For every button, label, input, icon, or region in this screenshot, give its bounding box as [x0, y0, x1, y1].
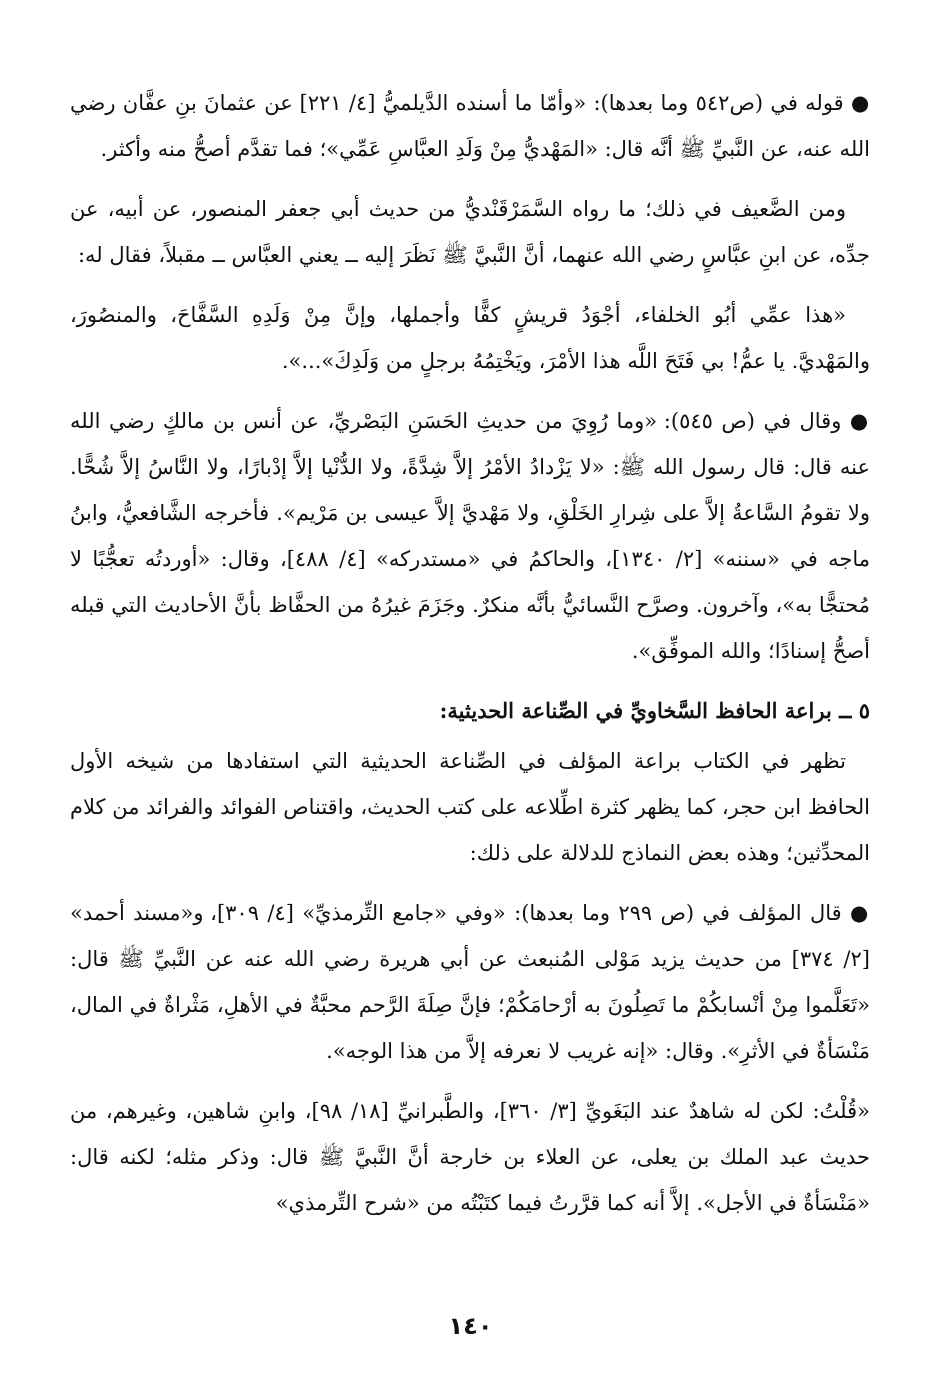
page-body	[70, 80, 870, 1240]
paragraph-tirmidhi-example: ● قال المؤلف في (ص ٢٩٩ وما بعدها): «وفي «جامع التِّرمذيِّ» [٤/ ٣٠٩]، و«مسند أحمد» [٢/ ٣٧٤] من حديث يزيد مَوْلى المُنبعث عن أبي هريرة رضي الله عنه عن النَّبيِّ ﷺ قال: «تَعَلَّموا مِنْ أنْسابكُمْ ما تَصِلُونَ به أرْحامَكُمْ؛ فإنَّ صِلَةَ الرَّحم محبَّةٌ في الأهلِ، مَثْراةٌ في المال، مَنْسَأةٌ في الأثرِ». وقال: «إنه غريب لا نعرفه إلاَّ من هذا الوجه».	[70, 901, 870, 1063]
page-number: ١٤٠	[448, 1312, 493, 1340]
paragraph-qultu-commentary: «قُلْتُ: لكن له شاهدٌ عند البَغَويِّ [٣/ ٣٦٠]، والطَّبرانيِّ [١٨/ ٩٨]، وابنِ شاهين، وغيرهم، من حديث عبد الملك بن يعلى، عن العلاء بن خارجة أنَّ النَّبيَّ ﷺ قال: وذكر مثله؛ لكنه قال: «مَنْسَأةٌ في الأجل». إلاَّ أنه كما قرَّرتُ فيما كتَبْتُه من «شرح التِّرمذي»	[70, 1099, 870, 1215]
paragraph-hasan-basri-narration: ● وقال في (ص ٥٤٥): «وما رُوِيَ من حديثِ الحَسَنِ البَصْريِّ، عن أنس بن مالكٍ رضي الله عنه قال: قال رسول الله ﷺ: «لا يَزْدادُ الأمْرُ إلاَّ شِدَّةً، ولا الدُّنْيا إلاَّ إدْبارًا، ولا النَّاسُ إلاَّ شُحًّا. ولا تقومُ السَّاعةُ إلاَّ على شِرارِ الخَلْقِ، ولا مَهْديَّ إلاَّ عيسى بن مَرْيم». فأخرجه الشَّافعيُّ، وابنُ ماجه في «سننه» [٢/ ١٣٤٠]، والحاكمُ في «مستدركه» [٤/ ٤٨٨]، وقال: «أوردتُه تعجُّبًا لا مُحتجًّا به»، وآخرون. وصرَّح النَّسائيُّ بأنَّه منكرٌ. وجَزَمَ غيرُهُ من الحفَّاظ بأنَّ الأحاديث التي قبله أصحُّ إسنادًا؛ والله الموفِّق».	[70, 409, 871, 663]
paragraph-quote-abbas: «هذا عمِّي أبُو الخلفاء، أجْوَدُ قريشٍ كفًّا وأجملها، وإنَّ مِنْ وَلَدِهِ السَّفَّاحَ، والمنصُورَ، والمَهْديَّ. يا عمُّ! بي فَتَحَ اللَّه هذا الأمْرَ، ويَخْتِمُهُ برجلٍ من وَلَدِكَ»...».	[70, 303, 870, 373]
paragraph-weak-narration: ومن الضَّعيف في ذلك؛ ما رواه السَّمَرْقَنْديُّ من حديث أبي جعفر المنصور، عن أبيه، عن جدِّه، عن ابنِ عبَّاسٍ رضي الله عنهما، أنَّ النَّبيَّ ﷺ نَظَرَ إليه ــ يعني العبَّاس ــ مقبلاً، فقال له:	[70, 197, 870, 267]
paragraph-dailami-narration: ● قوله في (ص٥٤٢ وما بعدها): «وأمّا ما أسنده الدَّيلميُّ [٤/ ٢٢١] عن عثمانَ بنِ عفَّان رضي الله عنه، عن النَّبيِّ ﷺ أنَّه قال: «المَهْديُّ مِنْ وَلَدِ العبَّاسِ عَمِّي»؛ فما تقدَّم أصحُّ منه وأكثر.	[70, 91, 870, 161]
section-heading: ٥ ــ براعة الحافظ السَّخاويِّ في الصِّناعة الحديثية:	[439, 698, 870, 723]
paragraph-author-skill: تظهر في الكتاب براعة المؤلف في الصِّناعة الحديثية التي استفادها من شيخه الأول الحافظ ابن حجر، كما يظهر كثرة اطِّلاعه على كتب الحديث، واقتناص الفوائد والفرائد من كلام المحدِّثين؛ وهذه بعض النماذج للدلالة على ذلك:	[70, 749, 870, 865]
